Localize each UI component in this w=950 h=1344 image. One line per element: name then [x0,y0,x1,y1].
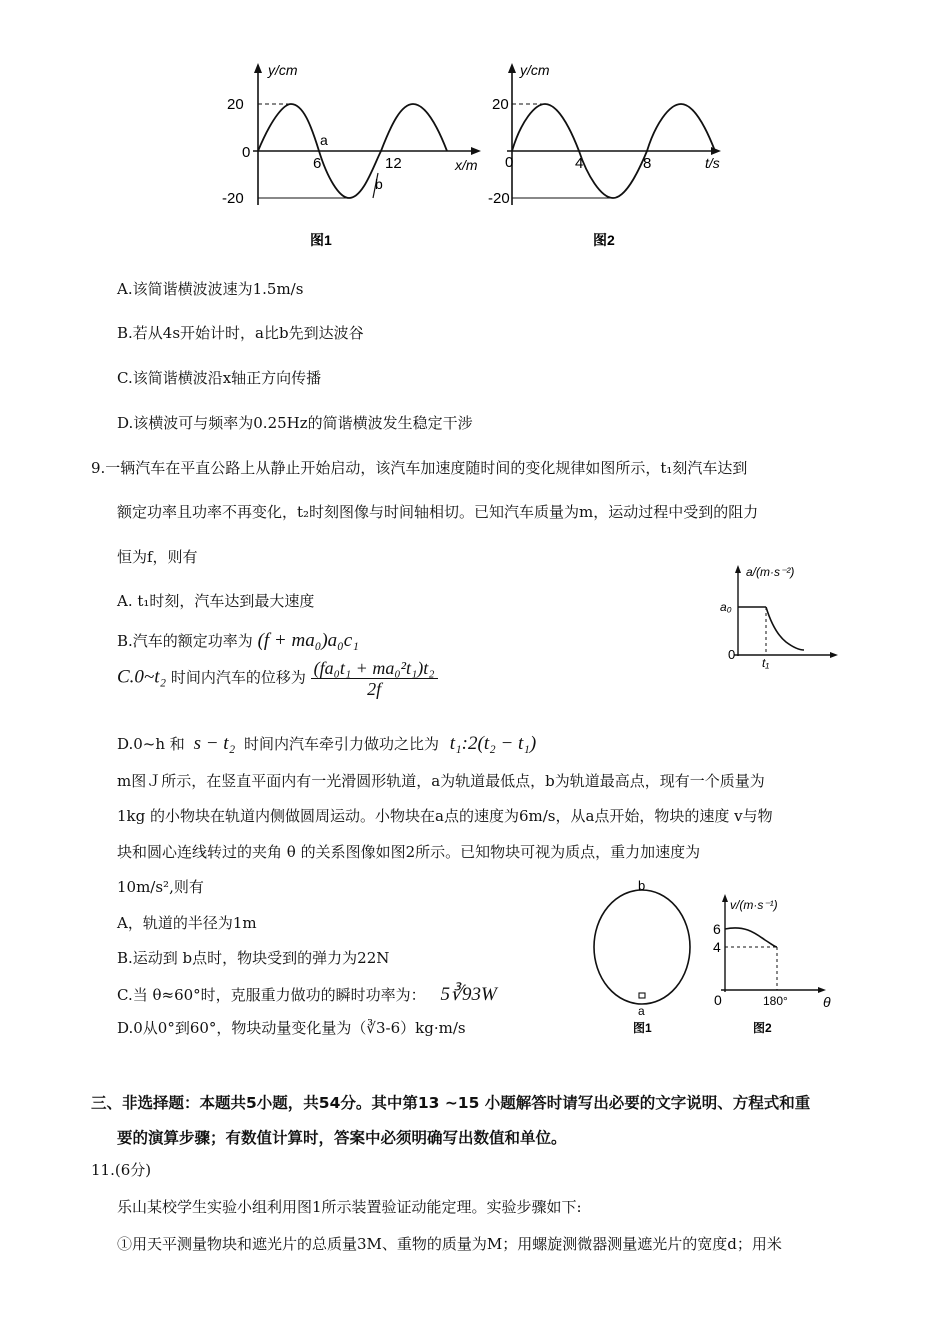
q9-option-d-text2: 时间内汽车牵引力做功之比为 [243,735,439,753]
q9-option-c-text: 时间内汽车的位移为 [170,668,306,687]
fig1-xlabel: x/m [455,157,478,173]
fig1-point-b: b [375,176,383,192]
fig1-point-a: a [320,132,328,148]
fig2-xtick-8: 8 [643,155,652,172]
q9-option-c [117,658,438,699]
fig2-ylabel: y/cm [520,62,550,78]
fig2-ytick-20: 20 [492,96,509,113]
figure-1-wave-vs-x [222,62,481,248]
q9-option-d-text1: D.0~h 和 [117,735,185,753]
section3-heading-line1: 三、非选择题：本题共5小题，共54分。其中第13 ~15 小题解答时请写出必要的文字说明、方程式和重 [91,1094,811,1112]
q10-stem-line4: 10m/s²,则有 [117,878,204,896]
q10-option-c [117,982,497,1008]
q9-option-d-formula1: s − t₂ [193,733,236,754]
fig2-caption: 图2 [593,232,615,248]
q9-graph-origin: 0 [728,647,736,662]
q9-graph-ytick-a0: a₀ [720,600,732,614]
q10-fig2-ylabel: v/(m·s⁻¹) [730,898,778,912]
wave-figures [215,55,735,255]
q9-stem-line3: 恒为f，则有 [117,548,198,566]
q10-fig1-label-a: a [638,1004,645,1018]
q10-option-d: D.0从0°到60°，物块动量变化量为（∛3-6）kg·m/s [117,1019,466,1037]
q10-figures [585,877,855,1037]
q8-option-b: B.若从4s开始计时，a比b先到达波谷 [117,324,364,342]
fig1-ytick-20: 20 [227,96,244,113]
fig2-ytick-neg20: -20 [488,190,510,207]
q9-acceleration-graph [720,560,845,672]
fig1-xtick-12: 12 [385,155,402,172]
q10-fig2-ytick-4: 4 [713,939,721,955]
q10-stem-line3: 块和圆心连线转过的夹角 θ 的关系图像如图2所示。已知物块可视为质点，重力加速度为 [117,843,701,861]
q11-line1: 乐山某校学生实验小组利用图1所示装置验证动能定理。实验步骤如下: [117,1198,582,1216]
q9-option-c-fraction [311,658,438,699]
q9-option-d-formula2: t₁:2(t₂ − t₁) [449,733,537,754]
q9-graph-ylabel: a/(m·s⁻²) [746,565,795,579]
q10-fig2-caption: 图2 [753,1021,772,1035]
q10-fig2-origin: 0 [714,992,722,1008]
q9-option-b-text: B.汽车的额定功率为 [117,632,253,650]
q10-fig2-ytick-6: 6 [713,921,721,937]
q9-graph-xtick-t1: t₁ [762,656,770,670]
q10-fig1-label-b: b [638,878,646,893]
fig1-xtick-6: 6 [313,155,322,172]
q9-stem-line2: 额定功率且功率不再变化，t₂时刻图像与时间轴相切。已知汽车质量为m，运动过程中受到的阻力 [117,503,759,521]
q10-fig2-xlabel: θ [823,994,831,1010]
q8-option-a: A.该简谐横波波速为1.5m/s [117,280,304,298]
q10-option-c-text: C.当 θ≈60°时，克服重力做功的瞬时功率为： [117,986,426,1004]
fig1-caption: 图1 [310,232,332,248]
fig2-ytick-0: 0 [505,154,514,171]
q9-option-b [117,626,359,656]
fig2-xtick-4: 4 [575,155,584,172]
q9-option-c-denominator: 2f [367,679,382,699]
q11-line2: ①用天平测量物块和遮光片的总质量3M、重物的质量为M；用螺旋测微器测量遮光片的宽度d；用米 [117,1235,782,1253]
fig2-xlabel: t/s [705,155,720,171]
q10-circular-track-figure [594,878,690,1035]
q10-stem-line2: 1kg 的小物块在轨道内侧做圆周运动。小物块在a点的速度为6m/s，从a点开始，物块的速度 v与物 [117,807,773,825]
q9-option-c-numerator: (fa₀t₁ + ma₀²t₁)t₂ [311,658,438,679]
q10-option-c-formula: 5∛93W [440,984,497,1005]
fig1-ytick-0: 0 [242,144,251,161]
q9-option-b-formula: (f + ma₀)a₀c₁ [257,630,359,651]
q10-v-theta-graph [713,894,831,1035]
section3-heading-line2: 要的演算步骤；有数值计算时，答案中必须明确写出数值和单位。 [117,1129,567,1147]
q10-stem-line1: m图Ｊ所示，在竖直平面内有一光滑圆形轨道，a为轨道最低点，b为轨道最高点，现有一个质量为 [117,772,765,790]
figure-2-wave-vs-t [488,62,721,248]
q8-option-d: D.该横波可与频率为0.25Hz的简谐横波发生稳定干涉 [117,414,473,432]
q10-option-a: A，轨道的半径为1m [117,914,257,932]
fig1-ylabel: y/cm [268,62,298,78]
q9-option-c-prefix: C.0~t₂ [117,666,167,688]
q9-option-a: A. t₁时刻，汽车达到最大速度 [117,592,315,610]
q8-option-c: C.该简谐横波沿x轴正方向传播 [117,369,322,387]
q11-number: 11.(6分) [91,1161,152,1179]
q10-fig1-caption: 图1 [633,1021,652,1035]
q9-stem-line1: 9.一辆汽车在平直公路上从静止开始启动，该汽车加速度随时间的变化规律如图所示，t₁刻汽车达到 [91,459,748,477]
q10-fig2-xtick-180: 180° [763,994,788,1008]
fig1-ytick-neg20: -20 [222,190,244,207]
q9-option-d [117,731,536,757]
q10-option-b: B.运动到 b点时，物块受到的弹力为22N [117,949,390,967]
